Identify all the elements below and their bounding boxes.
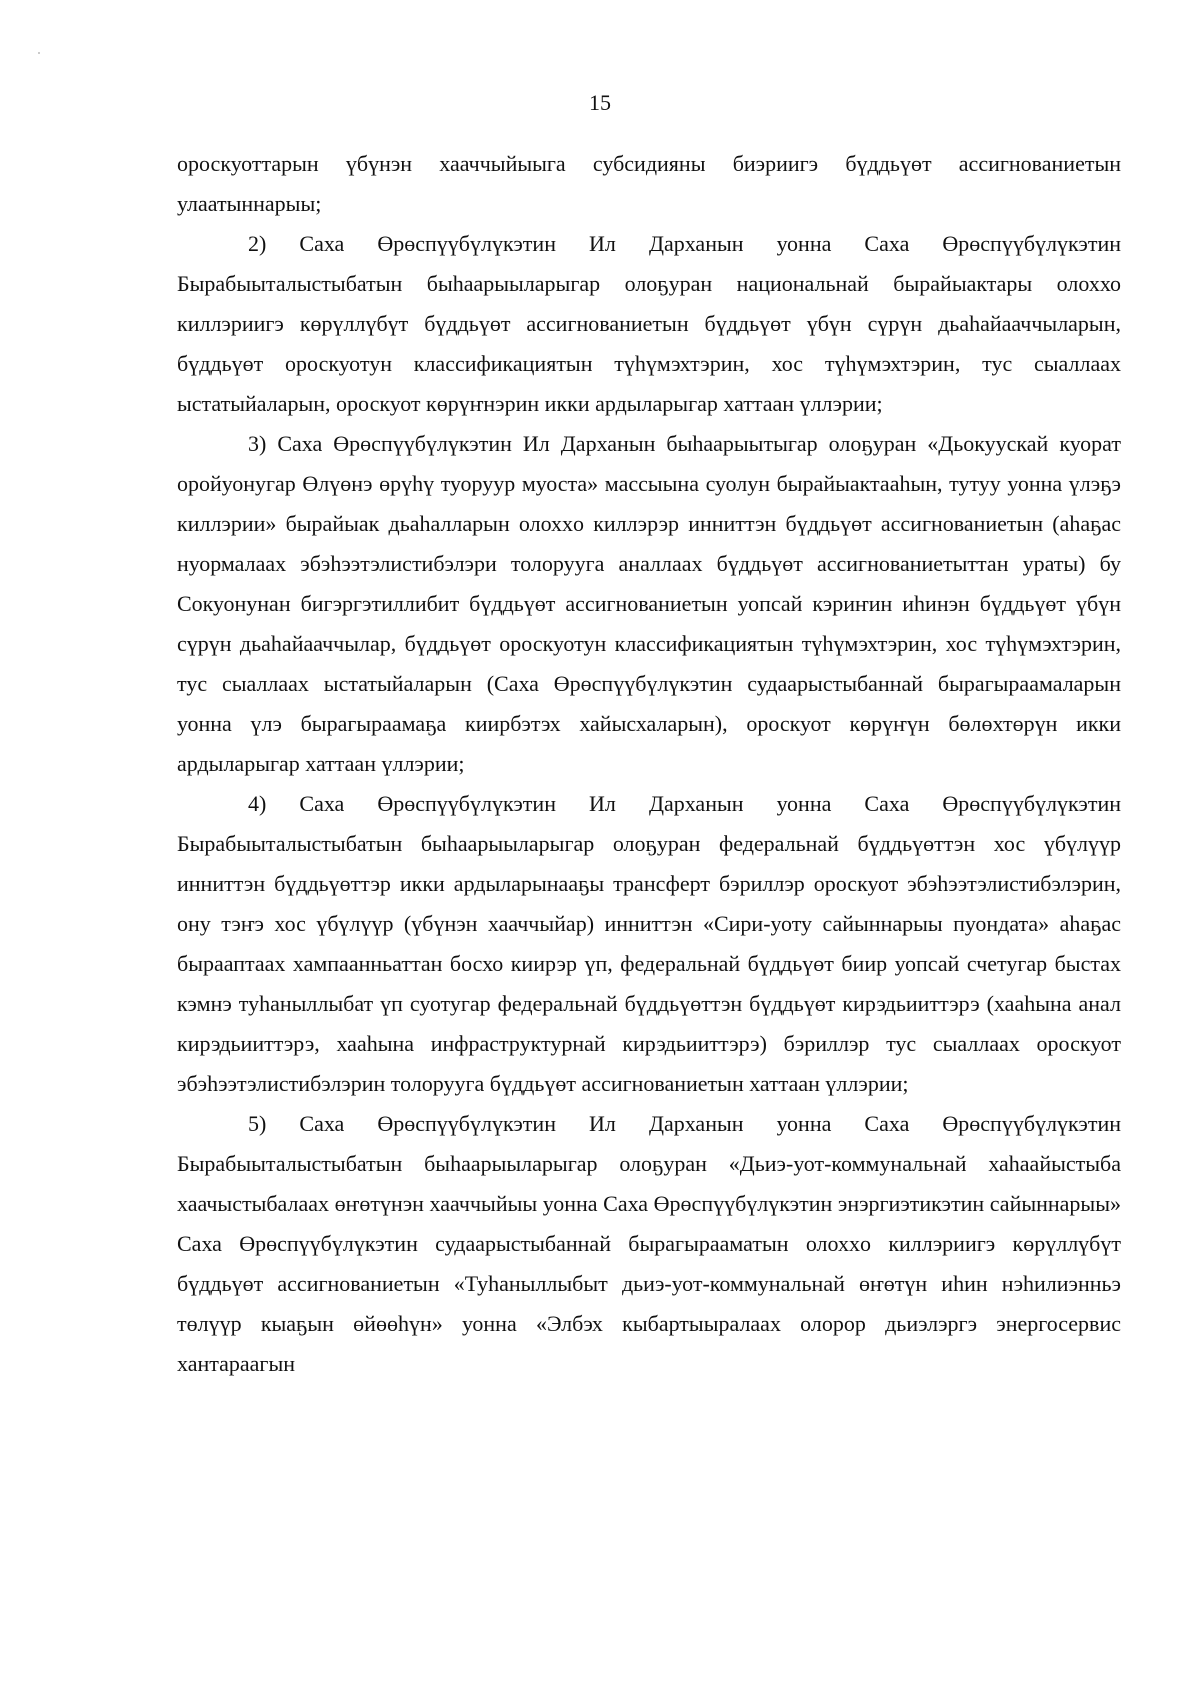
page-number: 15	[589, 90, 611, 115]
paragraph-item-4: 4) Саха Өрөспүүбүлүкэтин Ил Дарханын уонна Саха Өрөспүүбүлүкэтин Бырабыыталыстыбатын быһаарыыларыгар олоҕуран федеральнай бүддьүөттэн хос үбүлүүр инниттэн бүддьүөттэр икки ардыларынааҕы трансферт бэриллэр ороскуот эбэһээтэлистибэлэрин, ону тэҥэ хос үбүлүүр (үбүнэн хааччыйар) инниттэн «Сири-уоту сайыннарыы пуондата» аһаҕас бырааптаах хампаанньаттан босхо киирэр үп, федеральнай бүддьүөт биир уопсай счетугар быстах кэмнэ туһаныллыбат үп суотугар федеральнай бүддьүөттэн бүддьүөт кирэдьииттэрэ (хааһына анал кирэдьииттэрэ, хааһына инфраструктурнай кирэдьииттэрэ) бэриллэр тус сыаллаах ороскуот эбэһээтэлистибэлэрин толорууга бүддьүөт ассигнованиетын хаттаан үллэрии;	[177, 791, 1121, 1096]
scan-speck	[38, 52, 40, 54]
paragraph-item-5: 5) Саха Өрөспүүбүлүкэтин Ил Дарханын уонна Саха Өрөспүүбүлүкэтин Бырабыыталыстыбатын быһаарыыларыгар олоҕуран «Дьиэ-уот-коммунальнай хаһаайыстыба хаачыстыбалаах өҥөтүнэн хааччыйыы уонна Саха Өрөспүүбүлүкэтин энэргиэтикэтин сайыннарыы» Саха Өрөспүүбүлүкэтин судаарыстыбаннай бырагырааматын олохxо киллэриигэ көрүллүбүт бүддьүөт ассигнованиетын «Туһаныллыбыт дьиэ-уот-коммунальнай өҥөтүн иһин нэһилиэнньэ төлүүр кыаҕын өйөөһүн» уонна «Элбэх кыбартыыралаах олорор дьиэлэргэ энергосервис хантараагын	[177, 1111, 1121, 1376]
paragraph-item-2: 2) Саха Өрөспүүбүлүкэтин Ил Дарханын уонна Саха Өрөспүүбүлүкэтин Бырабыыталыстыбатын быһаарыыларыгар олоҕуран национальнай бырайыактары олоххо киллэриигэ көрүллүбүт бүддьүөт ассигнованиетын бүддьүөт үбүн сүрүн дьаһайааччыларын, бүддьүөт ороскуотун классификациятын түһүмэхтэрин, хос түһүмэхтэрин, тус сыаллаах ыстатыйаларын, ороскуот көрүҥнэрин икки ардыларыгар хаттаан үллэрии;	[177, 231, 1121, 416]
document-body	[177, 144, 1121, 1384]
paragraph-item-3: 3) Саха Өрөспүүбүлүкэтин Ил Дарханын быһаарыытыгар олоҕуран «Дьокуускай куорат оройуонугар Өлүөнэ өрүһү туоруур муоста» массыына суолун бырайыактааһын, тутуу уонна үлэҕэ киллэрии» бырайыак дьаһалларын олохxо киллэрэр инниттэн бүддьүөт ассигнованиетын (аһаҕас нуормалаах эбэһээтэлистибэлэри толорууга аналлаах бүддьүөт ассигнованиетыттан ураты) бу Сокуонунан бигэргэтиллибит бүддьүөт ассигнованиетын уопсай кэриҥин иһинэн бүддьүөт үбүн сүрүн дьаһайааччылар, бүддьүөт ороскуотун классификациятын түһүмэхтэрин, хос түһүмэхтэрин, тус сыаллаах ыстатыйаларын (Саха Өрөспүүбүлүкэтин судаарыстыбаннай бырагыраамаларын уонна үлэ бырагыраамаҕа киирбэтэх хайысхаларын), ороскуот көрүҥүн бөлөхтөрүн икки ардыларыгар хаттаан үллэрии;	[177, 431, 1121, 776]
paragraph-continued: ороскуоттарын үбүнэн хааччыйыыга субсидияны биэриигэ бүддьүөт ассигнованиетын улаатыннарыы;	[177, 151, 1121, 216]
